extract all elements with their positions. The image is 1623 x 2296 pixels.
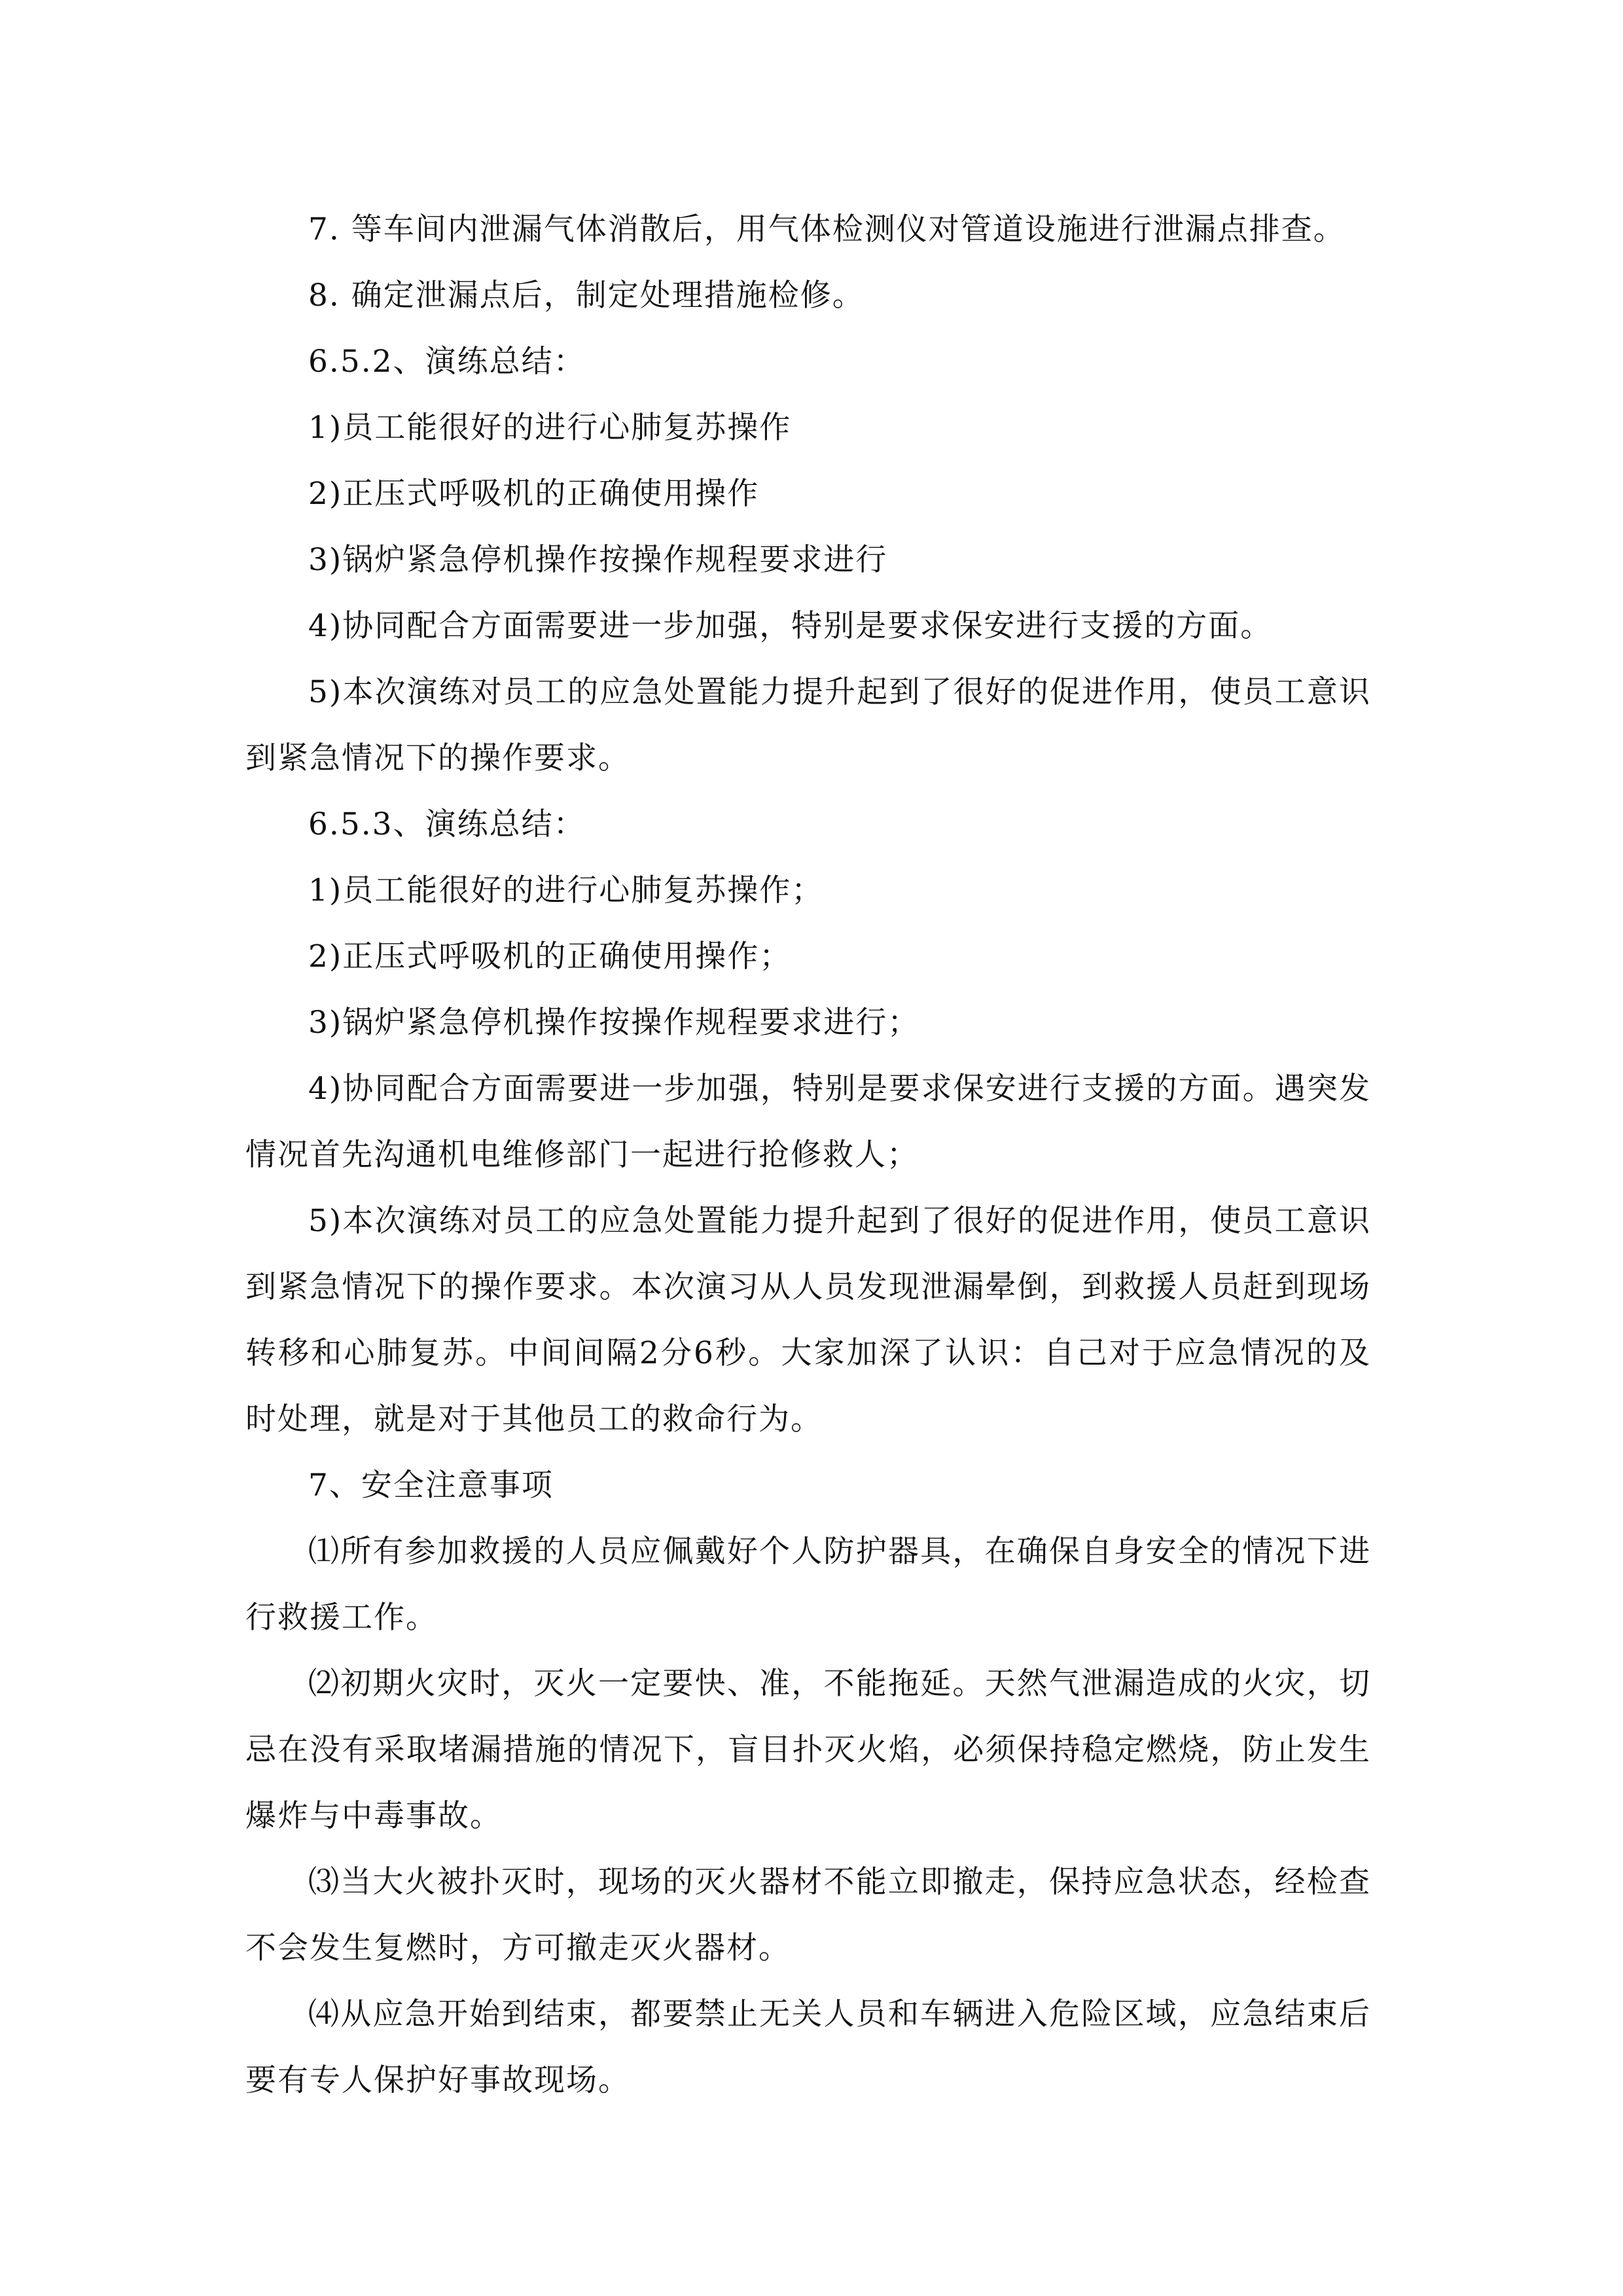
heading-drill-summary-652: 6.5.2、演练总结：: [308, 344, 586, 380]
paragraph-repair-measures: 8. 确定泄漏点后，制定处理措施检修。: [308, 278, 865, 314]
list-item: 2)正压式呼吸机的正确使用操作: [308, 476, 760, 512]
list-item: 3)锅炉紧急停机操作按操作规程要求进行；: [308, 1005, 920, 1041]
heading-safety-notes: 7、安全注意事项: [308, 1467, 554, 1503]
safety-note-item: ⑷从应急开始到结束，都要禁止无关人员和车辆进入危险区域，应急结束后要有专人保护好事故现场。: [245, 1996, 1371, 2098]
safety-note-item: ⑶当大火被扑灭时，现场的灭火器材不能立即撤走，保持应急状态，经检查不会发生复燃时，方可撤走灭火器材。: [245, 1864, 1371, 1966]
list-item: 5)本次演练对员工的应急处置能力提升起到了很好的促进作用，使员工意识到紧急情况下的操作要求。本次演习从人员发现泄漏晕倒，到救援人员赶到现场转移和心肺复苏。中间间隔2分6秒。大家加深了认识：自己对于应急情况的及时处理，就是对于其他员工的救命行为。: [245, 1203, 1371, 1437]
list-item: 5)本次演练对员工的应急处置能力提升起到了很好的促进作用，使员工意识到紧急情况下的操作要求。: [245, 674, 1371, 776]
paragraph-leak-inspection: 7. 等车间内泄漏气体消散后，用气体检测仪对管道设施进行泄漏点排查。: [308, 211, 1346, 247]
heading-drill-summary-653: 6.5.3、演练总结：: [308, 806, 586, 842]
list-item: 1)员工能很好的进行心肺复苏操作；: [308, 872, 824, 908]
document-body: [245, 196, 1371, 2113]
list-item: 1)员工能很好的进行心肺复苏操作: [308, 410, 792, 446]
list-item: 2)正压式呼吸机的正确使用操作；: [308, 939, 792, 975]
list-item: 4)协同配合方面需要进一步加强，特别是要求保安进行支援的方面。遇突发情况首先沟通机电维修部门一起进行抢修救人；: [245, 1071, 1371, 1173]
list-item: 4)协同配合方面需要进一步加强，特别是要求保安进行支援的方面。: [308, 608, 1273, 644]
list-item: 3)锅炉紧急停机操作按操作规程要求进行: [308, 542, 888, 578]
safety-note-item: ⑵初期火灾时，灭火一定要快、准，不能拖延。天然气泄漏造成的火灾，切忌在没有采取堵漏措施的情况下，盲目扑灭火焰，必须保持稳定燃烧，防止发生爆炸与中毒事故。: [245, 1666, 1371, 1834]
safety-note-item: ⑴所有参加救援的人员应佩戴好个人防护器具，在确保自身安全的情况下进行救援工作。: [245, 1534, 1371, 1636]
